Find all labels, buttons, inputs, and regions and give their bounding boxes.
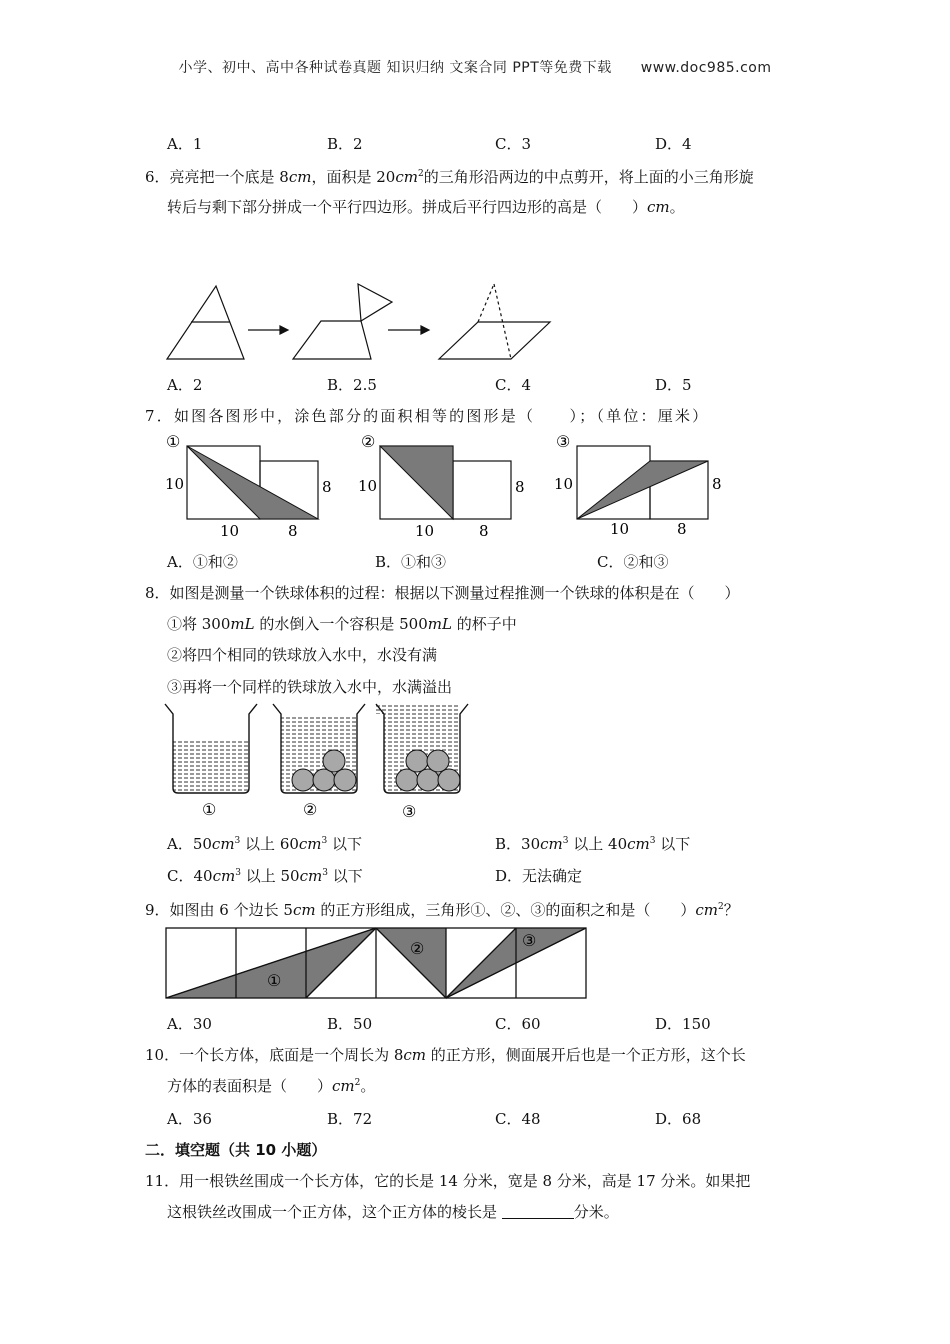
q9-figure [160, 924, 590, 1004]
q8-option-c[interactable]: C．$40cm^3$ 以上 $50cm^3$ 以下 [167, 867, 363, 885]
q9-label-2: ② [410, 939, 425, 958]
q7-option-c[interactable]: C．②和③ [597, 553, 669, 571]
q6-stem-line1: 6．亮亮把一个底是 8cm，面积是 $20cm^2$的三角形沿两边的中点剪开，将上面的小三角形旋 [145, 168, 754, 186]
q9-option-c[interactable]: C．60 [495, 1015, 541, 1033]
svg-text:10: 10 [358, 477, 378, 495]
q8-stem: 8．如图是测量一个铁球体积的过程：根据以下测量过程推测一个铁球的体积是在（ ） [145, 584, 740, 602]
svg-text:8: 8 [677, 520, 687, 538]
q6-trapezoid [293, 321, 371, 359]
q7-figure-1 [160, 430, 340, 542]
svg-text:10: 10 [415, 522, 435, 540]
q6-stem-line2: 转后与剩下部分拼成一个平行四边形。拼成后平行四边形的高是（ ）cm。 [167, 198, 685, 216]
q11-stem-line1: 11．用一根铁丝围成一个长方体，它的长是 14 分米，宽是 8 分米，高是 17 分米。如果把 [145, 1172, 751, 1190]
svg-text:8: 8 [322, 478, 332, 496]
q10-option-b[interactable]: B．72 [327, 1110, 373, 1128]
q7-stem: 7．如图各图形中，涂色部分的面积相等的图形是（ ）；（单位：厘米） [145, 407, 710, 425]
q6-option-c[interactable]: C．4 [495, 376, 532, 394]
q7-option-a[interactable]: A．①和② [167, 553, 238, 571]
svg-text:③: ③ [402, 802, 417, 821]
q8-cup-3 [376, 704, 468, 821]
q8-cup-2 [273, 704, 365, 819]
section-2-title: 二．填空题（共 10 小题） [145, 1141, 327, 1159]
q6-rotated-triangle [358, 284, 392, 321]
q5-option-a[interactable]: A．1 [167, 135, 203, 153]
q8-option-d[interactable]: D．无法确定 [495, 867, 583, 885]
header-site: www.doc985.com [640, 60, 772, 76]
svg-text:①: ① [202, 800, 217, 819]
q7-fig3-shaded [577, 461, 708, 519]
q8-cup-1 [165, 704, 257, 819]
svg-text:②: ② [303, 800, 318, 819]
svg-text:10: 10 [220, 522, 240, 540]
svg-text:8: 8 [712, 475, 722, 493]
q7-fig1-label: ① [166, 432, 181, 451]
q6-figure [160, 280, 560, 365]
q6-option-d[interactable]: D．5 [655, 376, 692, 394]
q10-option-a[interactable]: A．36 [167, 1110, 212, 1128]
q6-parallelogram [439, 322, 550, 359]
svg-text:8: 8 [288, 522, 298, 540]
q9-label-1: ① [267, 971, 282, 990]
q5-option-b[interactable]: B．2 [327, 135, 363, 153]
q6-option-b[interactable]: B．2.5 [327, 376, 377, 394]
q7-fig2-shaded [380, 446, 453, 519]
q8-option-b[interactable]: B．$30cm^3$ 以上 $40cm^3$ 以下 [495, 835, 691, 853]
header-text: 小学、初中、高中各种试卷真题 知识归纳 文案合同 PPT等免费下载 [178, 60, 612, 76]
svg-text:10: 10 [610, 520, 630, 538]
q11-stem-line2: 这根铁丝改围成一个正方体，这个正方体的棱长是 分米。 [167, 1203, 619, 1221]
q5-option-d[interactable]: D．4 [655, 135, 692, 153]
q5-option-c[interactable]: C．3 [495, 135, 532, 153]
q10-option-d[interactable]: D．68 [655, 1110, 702, 1128]
q11-answer-blank[interactable] [502, 1204, 574, 1219]
q7-fig3-label: ③ [556, 432, 571, 451]
q9-option-a[interactable]: A．30 [167, 1015, 212, 1033]
q8-figure [160, 700, 470, 822]
q9-option-d[interactable]: D．150 [655, 1015, 711, 1033]
q10-stem-line2: 方体的表面积是（ ）$cm^2$。 [167, 1077, 376, 1095]
q9-option-b[interactable]: B．50 [327, 1015, 373, 1033]
q8-option-a[interactable]: A．$50cm^3$ 以上 $60cm^3$ 以下 [167, 835, 363, 853]
q7-fig2-label: ② [361, 432, 376, 451]
q10-stem-line1: 10．一个长方体，底面是一个周长为 8cm 的正方形，侧面展开后也是一个正方形，这个长 [145, 1046, 746, 1064]
svg-text:10: 10 [554, 475, 574, 493]
q9-stem: 9．如图由 6 个边长 5cm 的正方形组成，三角形①、②、③的面积之和是（ ）$cm^2$？ [145, 901, 739, 919]
q9-label-3: ③ [522, 931, 537, 950]
q6-option-a[interactable]: A．2 [167, 376, 203, 394]
q7-option-b[interactable]: B．①和③ [375, 553, 447, 571]
q8-step3: ③再将一个同样的铁球放入水中，水满溢出 [167, 678, 453, 696]
q8-step1: ①将 300mL 的水倒入一个容积是 500mL 的杯子中 [167, 615, 517, 633]
q7-figure-3 [550, 430, 730, 542]
svg-text:8: 8 [479, 522, 489, 540]
q7-fig1-shaded [187, 446, 318, 519]
svg-text:10: 10 [165, 475, 185, 493]
page-header [0, 57, 950, 77]
q10-option-c[interactable]: C．48 [495, 1110, 541, 1128]
q8-step2: ②将四个相同的铁球放入水中，水没有满 [167, 646, 438, 664]
svg-text:8: 8 [515, 478, 525, 496]
q7-figure-2 [355, 430, 535, 542]
